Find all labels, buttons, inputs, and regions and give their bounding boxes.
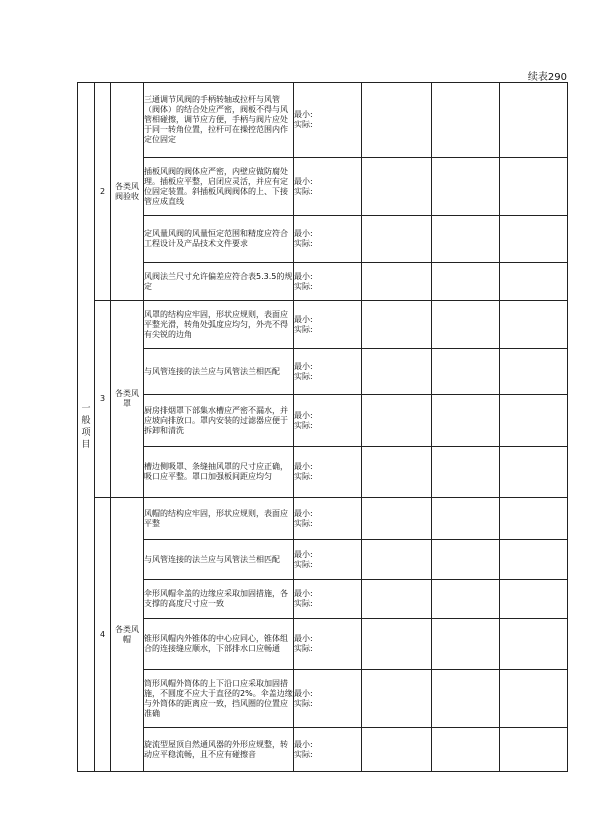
table-row [78, 216, 568, 263]
input-cell [362, 540, 432, 580]
table-row [78, 619, 568, 670]
check-cell: 最小: 实际: [294, 670, 362, 728]
input-cell [432, 263, 500, 301]
table-row [78, 301, 568, 349]
check-cell: 最小: 实际: [294, 728, 362, 772]
input-cell [362, 349, 432, 395]
input-cell [362, 83, 432, 158]
table-row [78, 263, 568, 301]
check-cell: 最小: 实际: [294, 540, 362, 580]
criterion-text: 厨房排烟罩下部集水槽应严密不漏水，并应坡向排放口。罩内安装的过滤器应便于拆卸和清洗 [144, 395, 294, 447]
input-cell [500, 540, 568, 580]
input-cell [500, 728, 568, 772]
input-cell [362, 498, 432, 540]
table-row [78, 447, 568, 498]
criterion-text: 插板风阀的阀体应严密，内壁应做防腐处理。插板应平整，启闭应灵活，并应有定位固定装置。斜插板风阀阀体的上、下接管应成直线 [144, 158, 294, 216]
outer-category-label: 一般项目 [81, 404, 91, 450]
group-category: 各类风阀验收 [111, 83, 144, 301]
input-cell [500, 580, 568, 619]
table-row [78, 670, 568, 728]
input-cell [432, 83, 500, 158]
input-cell [500, 619, 568, 670]
criterion-text: 定风量风阀的风量恒定范围和精度应符合工程设计及产品技术文件要求 [144, 216, 294, 263]
criterion-text: 筒形风帽外筒体的上下沿口应采取加固措施，不圆度不应大于直径的2%。伞盖边缘与外筒体的距离应一致，挡风圈的位置应准确 [144, 670, 294, 728]
group-number: 4 [95, 498, 111, 772]
input-cell [432, 540, 500, 580]
input-cell [362, 580, 432, 619]
criterion-text: 风帽的结构应牢固，形状应规则，表面应平整 [144, 498, 294, 540]
input-cell [432, 670, 500, 728]
criterion-text: 三通调节风阀的手柄转轴或拉杆与风管（阀体）的结合处应严密，阀板不得与风管相碰擦，调节应方便，手柄与阀片应处于同一转角位置，拉杆可在操控范围内作定位固定 [144, 83, 294, 158]
page-continuation-label: 续表290 [527, 72, 567, 83]
input-cell [362, 619, 432, 670]
input-cell [500, 395, 568, 447]
group-category: 各类风帽 [111, 498, 144, 772]
input-cell [432, 301, 500, 349]
input-cell [500, 83, 568, 158]
criterion-text: 锥形风帽内外锥体的中心应同心，锥体组合的连接缝应顺水，下部排水口应畅通 [144, 619, 294, 670]
input-cell [432, 349, 500, 395]
table-row [78, 540, 568, 580]
input-cell [500, 216, 568, 263]
table-row [78, 728, 568, 772]
input-cell [432, 395, 500, 447]
table-row [78, 498, 568, 540]
input-cell [432, 447, 500, 498]
table-row [78, 158, 568, 216]
check-cell: 最小: 实际: [294, 498, 362, 540]
group-category: 各类风罩 [111, 301, 144, 498]
criterion-text: 风罩的结构应牢固，形状应规则，表面应平整光滑，转角处弧度应均匀，外壳不得有尖锐的边角 [144, 301, 294, 349]
check-cell: 最小: 实际: [294, 580, 362, 619]
input-cell [500, 447, 568, 498]
group-number: 2 [95, 83, 111, 301]
input-cell [432, 158, 500, 216]
check-cell: 最小: 实际: [294, 349, 362, 395]
input-cell [362, 216, 432, 263]
table-row [78, 349, 568, 395]
input-cell [500, 498, 568, 540]
check-cell: 最小: 实际: [294, 216, 362, 263]
check-cell: 最小: 实际: [294, 263, 362, 301]
input-cell [500, 263, 568, 301]
input-cell [432, 728, 500, 772]
input-cell [500, 158, 568, 216]
input-cell [362, 263, 432, 301]
table-row [78, 83, 568, 158]
input-cell [432, 580, 500, 619]
input-cell [362, 447, 432, 498]
check-cell: 最小: 实际: [294, 83, 362, 158]
table-row [78, 395, 568, 447]
criterion-text: 旋流型屋顶自然通风器的外形应规整，转动应平稳流畅，且不应有碰擦音 [144, 728, 294, 772]
check-cell: 最小: 实际: [294, 395, 362, 447]
input-cell [500, 301, 568, 349]
inspection-table [77, 82, 568, 772]
input-cell [362, 728, 432, 772]
input-cell [500, 670, 568, 728]
input-cell [500, 349, 568, 395]
input-cell [362, 301, 432, 349]
input-cell [362, 158, 432, 216]
check-cell: 最小: 实际: [294, 619, 362, 670]
input-cell [432, 498, 500, 540]
table-row [78, 580, 568, 619]
criterion-text: 风阀法兰尺寸允许偏差应符合表5.3.5的规定 [144, 263, 294, 301]
criterion-text: 与风管连接的法兰应与风管法兰相匹配 [144, 540, 294, 580]
outer-category-cell [78, 83, 95, 772]
criterion-text: 与风管连接的法兰应与风管法兰相匹配 [144, 349, 294, 395]
input-cell [432, 216, 500, 263]
criterion-text: 槽边侧吸罩、条缝抽风罩的尺寸应正确，吸口应平整。罩口加强板间距应均匀 [144, 447, 294, 498]
input-cell [362, 395, 432, 447]
input-cell [362, 670, 432, 728]
check-cell: 最小: 实际: [294, 447, 362, 498]
criterion-text: 伞形风帽伞盖的边缘应采取加固措施，各支撑的高度尺寸应一致 [144, 580, 294, 619]
check-cell: 最小: 实际: [294, 158, 362, 216]
input-cell [432, 619, 500, 670]
check-cell: 最小: 实际: [294, 301, 362, 349]
group-number: 3 [95, 301, 111, 498]
